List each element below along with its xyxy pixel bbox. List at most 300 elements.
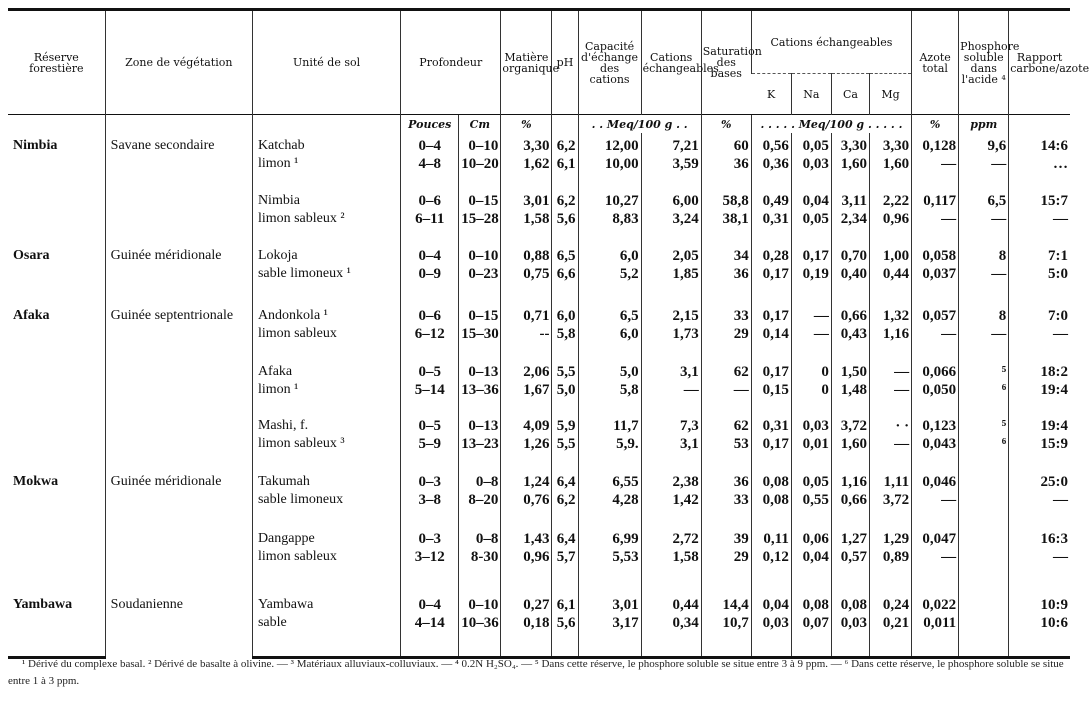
cell-na: 0,03 <box>791 399 831 435</box>
header-cec: Capacité d'échange des cations <box>578 10 641 115</box>
cell-ph: 5,9 <box>552 399 578 435</box>
cell-rapport: — <box>1009 548 1070 566</box>
cell-ca: 3,72 <box>831 399 869 435</box>
soil-unit: Afaka <box>252 343 400 381</box>
cell-ph: 6,2 <box>552 173 578 210</box>
cell-ca: 0,57 <box>831 548 869 566</box>
soil-group <box>8 399 1070 453</box>
cell-rapport: 14:6 <box>1009 133 1070 155</box>
header-matiere-organique: Matière organique <box>501 10 552 115</box>
soil-unit: Dangappe <box>252 509 400 548</box>
cell-cm: 8–20 <box>459 491 501 509</box>
header-unite: Unité de sol <box>252 10 400 115</box>
cell-ph: 5,6 <box>552 210 578 228</box>
reserve-name: Yambawa <box>13 597 73 612</box>
cell-rapport: 10:6 <box>1009 614 1070 658</box>
cell-cations: 7,3 <box>641 399 701 435</box>
header-phosphore: Phosphore soluble dans l'acide ⁴ <box>959 10 1009 115</box>
cell-cec: 5,0 <box>578 343 641 381</box>
cell-k: 0,49 <box>751 173 791 210</box>
cell-pouces: 6–12 <box>401 325 459 343</box>
cell-ph: 6,4 <box>552 453 578 491</box>
cell-na: — <box>791 283 831 325</box>
cell-na: 0 <box>791 381 831 399</box>
zone-name <box>105 399 252 453</box>
cell-azote: 0,066 <box>912 343 959 381</box>
soil-unit: Takumah <box>252 453 400 491</box>
soil-unit: limon sableux ³ <box>252 435 400 453</box>
table-row <box>8 453 1070 491</box>
reserve-blank <box>8 435 105 453</box>
cell-sat: 34 <box>701 228 751 265</box>
cell-pouces: 6–11 <box>401 210 459 228</box>
cell-pouces: 0–6 <box>401 173 459 210</box>
cell-sat: 36 <box>701 453 751 491</box>
cell-rapport: … <box>1009 155 1070 173</box>
cell-phos: — <box>959 325 1009 343</box>
cell-cec: 3,01 <box>578 566 641 614</box>
units-blank <box>252 115 400 134</box>
soil-group <box>8 228 1070 283</box>
cell-na: 0,05 <box>791 133 831 155</box>
cell-rapport: — <box>1009 491 1070 509</box>
units-mo: % <box>501 115 552 134</box>
cell-sat: — <box>701 381 751 399</box>
cell-k: 0,31 <box>751 399 791 435</box>
soil-group <box>8 566 1070 658</box>
table-row <box>8 509 1070 548</box>
cell-sat: 62 <box>701 343 751 381</box>
cell-cations: 2,72 <box>641 509 701 548</box>
cell-mg: · · <box>869 399 911 435</box>
cell-cec: 5,53 <box>578 548 641 566</box>
cell-cec: 5,8 <box>578 381 641 399</box>
cell-rapport: 19:4 <box>1009 399 1070 435</box>
cell-mo: 0,88 <box>501 228 552 265</box>
cell-mg: 0,44 <box>869 265 911 283</box>
cell-azote: 0,050 <box>912 381 959 399</box>
cell-sat: 33 <box>701 491 751 509</box>
cell-ca: 0,66 <box>831 283 869 325</box>
zone-name: Soudanienne <box>105 566 252 658</box>
cell-pouces: 0–5 <box>401 343 459 381</box>
cell-cec: 12,00 <box>578 133 641 155</box>
cell-mo: 1,43 <box>501 509 552 548</box>
soil-unit: sable <box>252 614 400 658</box>
cell-azote: — <box>912 155 959 173</box>
cell-azote: 0,128 <box>912 133 959 155</box>
cell-azote: 0,022 <box>912 566 959 614</box>
cell-k: 0,08 <box>751 453 791 491</box>
cell-sat: 53 <box>701 435 751 453</box>
cell-ph: 5,7 <box>552 548 578 566</box>
reserve-blank <box>8 381 105 399</box>
cell-cec: 6,99 <box>578 509 641 548</box>
cell-cations: 2,05 <box>641 228 701 265</box>
soil-unit: Nimbia <box>252 173 400 210</box>
table-row <box>8 566 1070 614</box>
cell-ph: 6,6 <box>552 265 578 283</box>
cell-mg: 1,11 <box>869 453 911 491</box>
cell-azote: 0,046 <box>912 453 959 491</box>
cell-pouces: 0–6 <box>401 283 459 325</box>
cell-azote: — <box>912 491 959 509</box>
cell-cations: — <box>641 381 701 399</box>
cell-cec: 4,28 <box>578 491 641 509</box>
cell-pouces: 0–4 <box>401 566 459 614</box>
cell-cm: 0–10 <box>459 228 501 265</box>
units-sat: % <box>701 115 751 134</box>
reserve-name: Mokwa <box>13 474 59 489</box>
cell-cations: 1,42 <box>641 491 701 509</box>
cell-mg: 1,60 <box>869 155 911 173</box>
cell-ca: 1,16 <box>831 453 869 491</box>
cell-rapport: — <box>1009 210 1070 228</box>
cell-k: 0,15 <box>751 381 791 399</box>
cell-cations: 7,21 <box>641 133 701 155</box>
cell-mo: 1,67 <box>501 381 552 399</box>
cell-rapport: 7:0 <box>1009 283 1070 325</box>
cell-sat: 60 <box>701 133 751 155</box>
cell-cations: 3,1 <box>641 343 701 381</box>
reserve-blank <box>8 491 105 509</box>
cell-mo: 0,18 <box>501 614 552 658</box>
header-na: Na <box>791 74 831 115</box>
cell-cm: 8-30 <box>459 548 501 566</box>
cell-ca: 0,70 <box>831 228 869 265</box>
soil-group <box>8 453 1070 509</box>
soil-group <box>8 343 1070 399</box>
cell-cec: 3,17 <box>578 614 641 658</box>
cell-azote: 0,117 <box>912 173 959 210</box>
cell-k: 0,28 <box>751 228 791 265</box>
cell-cm: 0–13 <box>459 399 501 435</box>
cell-cec: 5,2 <box>578 265 641 283</box>
cell-mo: 0,75 <box>501 265 552 283</box>
cell-cec: 5,9. <box>578 435 641 453</box>
header-cations-group: Cations échangeables <box>751 10 911 74</box>
cell-rapport: 19:4 <box>1009 381 1070 399</box>
cell-phos <box>959 509 1009 548</box>
units-blank <box>105 115 252 134</box>
cell-rapport: 18:2 <box>1009 343 1070 381</box>
reserve-blank <box>8 325 105 343</box>
cell-azote: 0,011 <box>912 614 959 658</box>
cell-k: 0,03 <box>751 614 791 658</box>
cell-mg: — <box>869 381 911 399</box>
cell-mg: — <box>869 435 911 453</box>
units-pouces: Pouces <box>401 115 459 134</box>
cell-cec: 6,55 <box>578 453 641 491</box>
cell-mo: 1,58 <box>501 210 552 228</box>
cell-cm: 15–30 <box>459 325 501 343</box>
cell-mo: 0,27 <box>501 566 552 614</box>
cell-ca: 0,03 <box>831 614 869 658</box>
cell-azote: — <box>912 548 959 566</box>
reserve-name <box>8 343 105 381</box>
cell-mg: 0,89 <box>869 548 911 566</box>
cell-cm: 0–8 <box>459 453 501 491</box>
reserve-name: Osara <box>13 248 50 263</box>
units-phos: ppm <box>959 115 1009 134</box>
cell-azote: 0,037 <box>912 265 959 283</box>
cell-pouces: 0–3 <box>401 509 459 548</box>
zone-name: Guinée méridionale <box>105 453 252 509</box>
reserve-blank <box>8 548 105 566</box>
cell-rapport: 15:7 <box>1009 173 1070 210</box>
header-ca: Ca <box>831 74 869 115</box>
soil-unit: Katchab <box>252 133 400 155</box>
cell-k: 0,17 <box>751 265 791 283</box>
cell-cm: 0–23 <box>459 265 501 283</box>
cell-phos: — <box>959 210 1009 228</box>
table-row <box>8 343 1070 381</box>
cell-sat: 33 <box>701 283 751 325</box>
cell-ca: 3,11 <box>831 173 869 210</box>
cell-mg: 0,96 <box>869 210 911 228</box>
cell-mo: -- <box>501 325 552 343</box>
cell-cm: 0–10 <box>459 133 501 155</box>
cell-mo: 0,71 <box>501 283 552 325</box>
cell-ca: 0,43 <box>831 325 869 343</box>
cell-ph: 5,5 <box>552 435 578 453</box>
soil-unit: limon sableux <box>252 325 400 343</box>
cell-na: 0,06 <box>791 509 831 548</box>
cell-pouces: 0–9 <box>401 265 459 283</box>
cell-ph: 6,2 <box>552 133 578 155</box>
cell-k: 0,17 <box>751 435 791 453</box>
reserve-name <box>8 509 105 548</box>
cell-rapport: 16:3 <box>1009 509 1070 548</box>
cell-rapport: 25:0 <box>1009 453 1070 491</box>
cell-sat: 39 <box>701 509 751 548</box>
cell-rapport: 5:0 <box>1009 265 1070 283</box>
cell-sat: 10,7 <box>701 614 751 658</box>
cell-cec: 10,00 <box>578 155 641 173</box>
cell-cm: 13–36 <box>459 381 501 399</box>
soil-unit: sable limoneux ¹ <box>252 265 400 283</box>
cell-cations: 0,44 <box>641 566 701 614</box>
reserve-blank <box>8 210 105 228</box>
cell-na: 0,07 <box>791 614 831 658</box>
header-k: K <box>751 74 791 115</box>
table-row <box>8 228 1070 265</box>
cell-na: — <box>791 325 831 343</box>
table-row <box>8 173 1070 210</box>
cell-sat: 62 <box>701 399 751 435</box>
soil-group <box>8 133 1070 173</box>
cell-pouces: 5–9 <box>401 435 459 453</box>
cell-pouces: 4–14 <box>401 614 459 658</box>
cell-cations: 3,1 <box>641 435 701 453</box>
cell-ph: 5,8 <box>552 325 578 343</box>
soil-unit: limon sableux ² <box>252 210 400 228</box>
cell-cec: 6,0 <box>578 228 641 265</box>
table-row <box>8 283 1070 325</box>
soil-unit: Andonkola ¹ <box>252 283 400 325</box>
cell-mo: 1,62 <box>501 155 552 173</box>
cell-ph: 6,4 <box>552 509 578 548</box>
cell-cm: 0–13 <box>459 343 501 381</box>
cell-cec: 6,0 <box>578 325 641 343</box>
cell-cations: 1,73 <box>641 325 701 343</box>
cell-pouces: 0–5 <box>401 399 459 435</box>
cell-azote: 0,047 <box>912 509 959 548</box>
cell-sat: 36 <box>701 155 751 173</box>
cell-cec: 10,27 <box>578 173 641 210</box>
cell-rapport: — <box>1009 325 1070 343</box>
cell-k: 0,04 <box>751 566 791 614</box>
header-saturation: Saturation des bases <box>701 10 751 115</box>
cell-ph: 5,6 <box>552 614 578 658</box>
cell-cations: 1,85 <box>641 265 701 283</box>
cell-cm: 10–36 <box>459 614 501 658</box>
zone-name <box>105 173 252 228</box>
reserve-name <box>8 173 105 210</box>
cell-ph: 6,2 <box>552 491 578 509</box>
cell-mg: 1,29 <box>869 509 911 548</box>
header-zone: Zone de végétation <box>105 10 252 115</box>
zone-name: Guinée méridionale <box>105 228 252 283</box>
soil-unit: limon ¹ <box>252 381 400 399</box>
cell-sat: 14,4 <box>701 566 751 614</box>
cell-na: 0,19 <box>791 265 831 283</box>
cell-ph: 6,5 <box>552 228 578 265</box>
cell-phos <box>959 566 1009 614</box>
footnotes: ¹ Dérivé du complexe basal. ² Dérivé de basalte à olivine. — ³ Matériaux alluviaux-colluviaux. — ⁴ 0.2N H₂SO₄. — ⁵ Dans cette réserve, le phosphore soluble se situe entre 3 à 9 ppm. — ⁶ Dans cette réserve, le phosphore soluble se situe entre 1 à 3 ppm. <box>8 658 1064 687</box>
cell-rapport: 7:1 <box>1009 228 1070 265</box>
soil-unit: sable limoneux <box>252 491 400 509</box>
cell-ca: 0,08 <box>831 566 869 614</box>
soil-group <box>8 283 1070 343</box>
cell-mg: 1,00 <box>869 228 911 265</box>
cell-pouces: 3–8 <box>401 491 459 509</box>
zone-name: Savane secondaire <box>105 133 252 173</box>
units-azote: % <box>912 115 959 134</box>
cell-k: 0,11 <box>751 509 791 548</box>
header-rapport: Rapport carbone/azote <box>1009 10 1070 115</box>
header-cations: Cations échangeables <box>641 10 701 115</box>
cell-ph: 5,5 <box>552 343 578 381</box>
zone-name <box>105 509 252 566</box>
cell-cations: 1,58 <box>641 548 701 566</box>
soil-unit: limon ¹ <box>252 155 400 173</box>
cell-mo: 2,06 <box>501 343 552 381</box>
reserve-blank <box>8 265 105 283</box>
cell-sat: 36 <box>701 265 751 283</box>
cell-k: 0,17 <box>751 343 791 381</box>
cell-ca: 1,60 <box>831 155 869 173</box>
header-mg: Mg <box>869 74 911 115</box>
cell-phos: ⁶ <box>959 435 1009 453</box>
cell-cm: 0–15 <box>459 283 501 325</box>
cell-pouces: 0–3 <box>401 453 459 491</box>
cell-sat: 38,1 <box>701 210 751 228</box>
cell-azote: 0,043 <box>912 435 959 453</box>
cell-mg: 3,30 <box>869 133 911 155</box>
cell-pouces: 4–8 <box>401 155 459 173</box>
cell-phos <box>959 548 1009 566</box>
soil-group <box>8 509 1070 566</box>
cell-na: 0,05 <box>791 210 831 228</box>
soil-unit: Lokoja <box>252 228 400 265</box>
cell-k: 0,31 <box>751 210 791 228</box>
cell-na: 0,05 <box>791 453 831 491</box>
cell-ca: 1,27 <box>831 509 869 548</box>
cell-mg: 1,32 <box>869 283 911 325</box>
cell-sat: 29 <box>701 548 751 566</box>
cell-mo: 1,24 <box>501 453 552 491</box>
cell-na: 0 <box>791 343 831 381</box>
cell-phos: 9,6 <box>959 133 1009 155</box>
cell-phos: 8 <box>959 228 1009 265</box>
cell-phos: 8 <box>959 283 1009 325</box>
cell-cations: 2,15 <box>641 283 701 325</box>
units-meq-cec: . . Meq/100 g . . <box>578 115 701 134</box>
cell-ph: 5,0 <box>552 381 578 399</box>
cell-k: 0,12 <box>751 548 791 566</box>
cell-cec: 8,83 <box>578 210 641 228</box>
cell-cations: 3,59 <box>641 155 701 173</box>
cell-ph: 6,0 <box>552 283 578 325</box>
cell-na: 0,08 <box>791 566 831 614</box>
cell-na: 0,03 <box>791 155 831 173</box>
cell-k: 0,36 <box>751 155 791 173</box>
reserve-blank <box>8 614 105 658</box>
cell-pouces: 0–4 <box>401 228 459 265</box>
cell-ph: 6,1 <box>552 155 578 173</box>
soil-group <box>8 173 1070 228</box>
cell-mg: 1,16 <box>869 325 911 343</box>
soil-unit: limon sableux <box>252 548 400 566</box>
reserve-name: Nimbia <box>13 138 58 153</box>
cell-phos <box>959 453 1009 491</box>
cell-na: 0,04 <box>791 548 831 566</box>
header-ph: pH <box>552 10 578 115</box>
cell-ca: 1,60 <box>831 435 869 453</box>
cell-azote: 0,058 <box>912 228 959 265</box>
soil-unit: Yambawa <box>252 566 400 614</box>
cell-phos: ⁶ <box>959 381 1009 399</box>
cell-na: 0,01 <box>791 435 831 453</box>
cell-ca: 3,30 <box>831 133 869 155</box>
units-blank <box>1009 115 1070 134</box>
cell-cations: 3,24 <box>641 210 701 228</box>
reserve-name: Afaka <box>13 308 50 323</box>
cell-phos: ⁵ <box>959 343 1009 381</box>
soil-analysis-table <box>8 8 1089 659</box>
cell-rapport: 15:9 <box>1009 435 1070 453</box>
cell-phos: — <box>959 155 1009 173</box>
cell-mo: 3,30 <box>501 133 552 155</box>
cell-sat: 29 <box>701 325 751 343</box>
table-row <box>8 133 1070 155</box>
header-profondeur: Profondeur <box>401 10 501 115</box>
cell-ph: 6,1 <box>552 566 578 614</box>
reserve-name <box>8 399 105 435</box>
cell-cm: 0–15 <box>459 173 501 210</box>
soil-unit: Mashi, f. <box>252 399 400 435</box>
header-reserve: Réserve forestière <box>8 10 105 115</box>
header-azote: Azote total <box>912 10 959 115</box>
cell-azote: — <box>912 325 959 343</box>
units-cm: Cm <box>459 115 501 134</box>
cell-cations: 2,38 <box>641 453 701 491</box>
zone-name <box>105 343 252 399</box>
cell-cations: 0,34 <box>641 614 701 658</box>
cell-mo: 0,96 <box>501 548 552 566</box>
cell-sat: 58,8 <box>701 173 751 210</box>
